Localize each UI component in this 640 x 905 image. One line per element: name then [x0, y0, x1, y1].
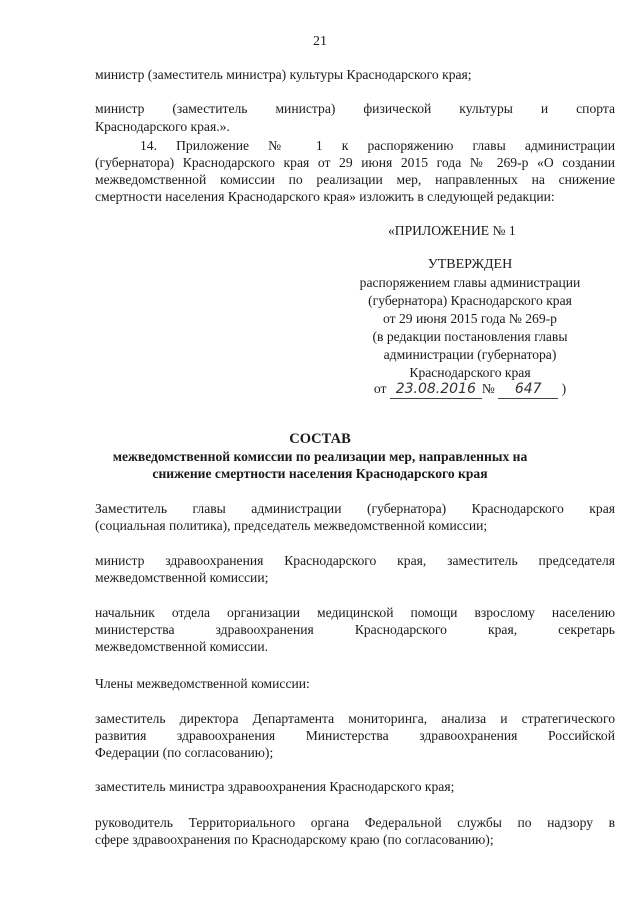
closing-paren: ) [561, 381, 567, 396]
member-line: заместитель директора Департамента мониторинга, анализа и стратегического [95, 711, 615, 726]
members-label: Члены межведомственной комиссии: [95, 676, 310, 691]
composition-title: СОСТАВ [289, 431, 351, 447]
approval-line: администрации (губернатора) [383, 347, 557, 362]
member-line: руководитель Территориального органа Федеральной службы по надзору в [95, 815, 615, 830]
text-line: смертности населения Краснодарского края» изложить в следующей редакции: [95, 189, 555, 204]
member-line: Заместитель главы администрации (губернатора) Краснодарского края [95, 501, 615, 516]
approval-line: Краснодарского края [409, 365, 531, 380]
text-line: 14. Приложение № 1 к распоряжению главы администрации [140, 138, 615, 153]
approval-date-line [330, 380, 610, 399]
handwritten-date: 23.08.2016 [390, 380, 482, 399]
text-line: министр (заместитель министра) физической культуры и спорта [95, 101, 615, 116]
member-line: министр здравоохранения Краснодарского края, заместитель председателя [95, 553, 615, 568]
text-line: министр (заместитель министра) культуры Краснодарского края; [95, 67, 472, 82]
page-number: 21 [313, 34, 327, 49]
member-line: начальник отдела организации медицинской помощи взрослому населению [95, 605, 615, 620]
text-line: Краснодарского края.». [95, 119, 230, 134]
appendix-label: «ПРИЛОЖЕНИЕ № 1 [388, 223, 516, 238]
member-line: развития здравоохранения Министерства здравоохранения Российской [95, 728, 615, 743]
approval-line: распоряжением главы администрации [359, 275, 581, 290]
text-line: межведомственной комиссии по реализации мер, направленных на снижение [95, 172, 615, 187]
number-sign: № [481, 381, 495, 396]
text-line: (губернатора) Краснодарского края от 29 июня 2015 года № 269-р «О создании [95, 155, 615, 170]
member-line: межведомственной комиссии; [95, 570, 269, 585]
member-line: межведомственной комиссии. [95, 639, 268, 654]
approval-line: (в редакции постановления главы [372, 329, 568, 344]
member-line: Федерации (по согласованию); [95, 745, 274, 760]
member-line: министерства здравоохранения Краснодарского края, секретарь [95, 622, 615, 637]
approved-heading: УТВЕРЖДЕН [427, 257, 513, 272]
composition-subtitle: снижение смертности населения Краснодарского края [152, 466, 488, 481]
composition-subtitle: межведомственной комиссии по реализации мер, направленных на [112, 449, 528, 464]
approval-line: от 29 июня 2015 года № 269-р [383, 311, 557, 326]
from-label: от [373, 381, 387, 396]
handwritten-number: 647 [498, 380, 558, 399]
approval-line: (губернатора) Краснодарского края [368, 293, 572, 308]
member-line: заместитель министра здравоохранения Краснодарского края; [95, 779, 455, 794]
member-line: сфере здравоохранения по Краснодарскому краю (по согласованию); [95, 832, 494, 847]
member-line: (социальная политика), председатель межведомственной комиссии; [95, 518, 488, 533]
